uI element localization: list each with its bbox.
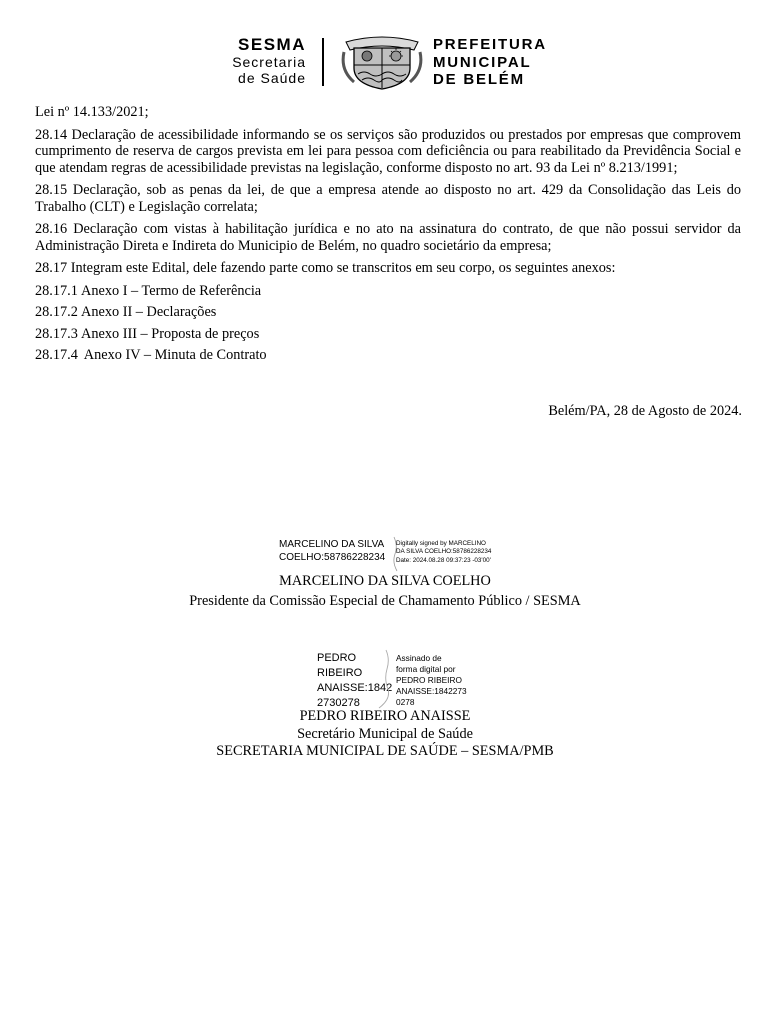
annex-number: 28.17.2 <box>35 304 78 320</box>
signature-2-name-line-3: ANAISSE:1842 <box>317 682 393 694</box>
signer-1-role: Presidente da Comissão Especial de Chamamento Público / SESMA <box>189 593 581 609</box>
signature-1-name-line-2: COELHO:58786228234 <box>279 552 386 563</box>
prefeitura-line-3: DE BELÉM <box>433 71 525 88</box>
date-line: Belém/PA, 28 de Agosto de 2024. <box>548 403 742 419</box>
signature-2-name-line-4: 2730278 <box>317 697 360 709</box>
annex-item <box>35 304 741 321</box>
signature-2-name-line-2: RIBEIRO <box>317 667 363 679</box>
signature-stroke-icon <box>377 649 393 709</box>
signature-2-detail-line: PEDRO RIBEIRO <box>396 675 462 685</box>
annex-label: Anexo I – Termo de Referência <box>81 282 262 299</box>
header-divider <box>322 38 324 86</box>
signature-2-name-line-1: PEDRO <box>317 652 357 664</box>
signature-1-detail-line: Digitally signed by MARCELINO <box>396 540 486 547</box>
annex-item <box>35 283 741 300</box>
paragraph-law-reference: Lei nº 14.133/2021; <box>35 104 149 120</box>
letterhead <box>0 34 770 90</box>
signature-2-detail-line: Assinado de <box>396 653 442 663</box>
paragraph-28-17: 28.17 Integram este Edital, dele fazendo parte como se transcritos em seu corpo, os seguintes anexos: <box>35 260 616 276</box>
annex-item <box>35 326 741 343</box>
annex-label: Anexo IV – Minuta de Contrato <box>81 347 267 363</box>
sesma-title: SESMA <box>238 35 306 54</box>
digital-signature-1 <box>279 538 492 564</box>
paragraph-28-15: 28.15 Declaração, sob as penas da lei, de que a empresa atende ao disposto no art. 429 da Consolidação das Leis do Trabalho (CLT) e Legislação correlata; <box>35 182 741 215</box>
prefeitura-line-1: PREFEITURA <box>433 36 547 53</box>
digital-signature-2 <box>317 651 467 711</box>
annex-number: 28.17.1 <box>35 282 78 299</box>
sesma-subtitle-1: Secretaria <box>232 54 306 70</box>
signature-1-details <box>396 540 526 565</box>
prefeitura-line-2: MUNICIPAL <box>433 53 532 71</box>
belem-coat-of-arms-icon <box>340 34 424 90</box>
signature-2-details <box>396 653 486 708</box>
signature-1-detail-line: DA SILVA COELHO:58786228234 <box>396 548 492 556</box>
signer-2-role: Secretário Municipal de Saúde <box>297 726 473 742</box>
annex-number: 28.17.4 <box>35 347 78 363</box>
paragraph-28-16: 28.16 Declaração com vistas à habilitação jurídica e no ato na assinatura do contrato, de que não possui servidor da Administração Direta e Indireta do Municipio de Belém, no quadro societário da empresa; <box>35 221 741 254</box>
document-body <box>35 104 741 369</box>
signature-1-detail-line: Date: 2024.08.28 09:37:23 -03'00' <box>396 556 491 564</box>
paragraph-28-14: 28.14 Declaração de acessibilidade informando se os serviços são produzidos ou prestados por empresas que comprovem cumprimento de reserva de cargos prevista em lei para pessoa com deficiência ou para reabilitado da Previdência Social e que atendam regras de acessibilidade previstas na legislação, conforme disposto no art. 93 da Lei nº 8.213/1991; <box>35 126 741 176</box>
sesma-subtitle-2: de Saúde <box>238 70 306 86</box>
annex-item <box>35 347 741 364</box>
signature-2-detail-line: 0278 <box>396 697 415 707</box>
signer-2-organization: SECRETARIA MUNICIPAL DE SAÚDE – SESMA/PMB <box>216 743 554 759</box>
sesma-logo-text <box>190 36 306 86</box>
signer-1-printed-name: MARCELINO DA SILVA COELHO <box>279 573 491 589</box>
annex-number: 28.17.3 <box>35 325 78 342</box>
signature-1-name-line-1: MARCELINO DA SILVA <box>279 539 385 550</box>
signer-2-printed-name: PEDRO RIBEIRO ANAISSE <box>299 708 471 724</box>
signature-2-detail-line: forma digital por <box>396 664 456 674</box>
signature-2-detail-line: ANAISSE:1842273 <box>396 686 467 696</box>
prefeitura-logo-text <box>433 36 547 89</box>
annex-label: Anexo II – Declarações <box>81 304 217 320</box>
annex-label: Anexo III – Proposta de preços <box>81 325 260 342</box>
